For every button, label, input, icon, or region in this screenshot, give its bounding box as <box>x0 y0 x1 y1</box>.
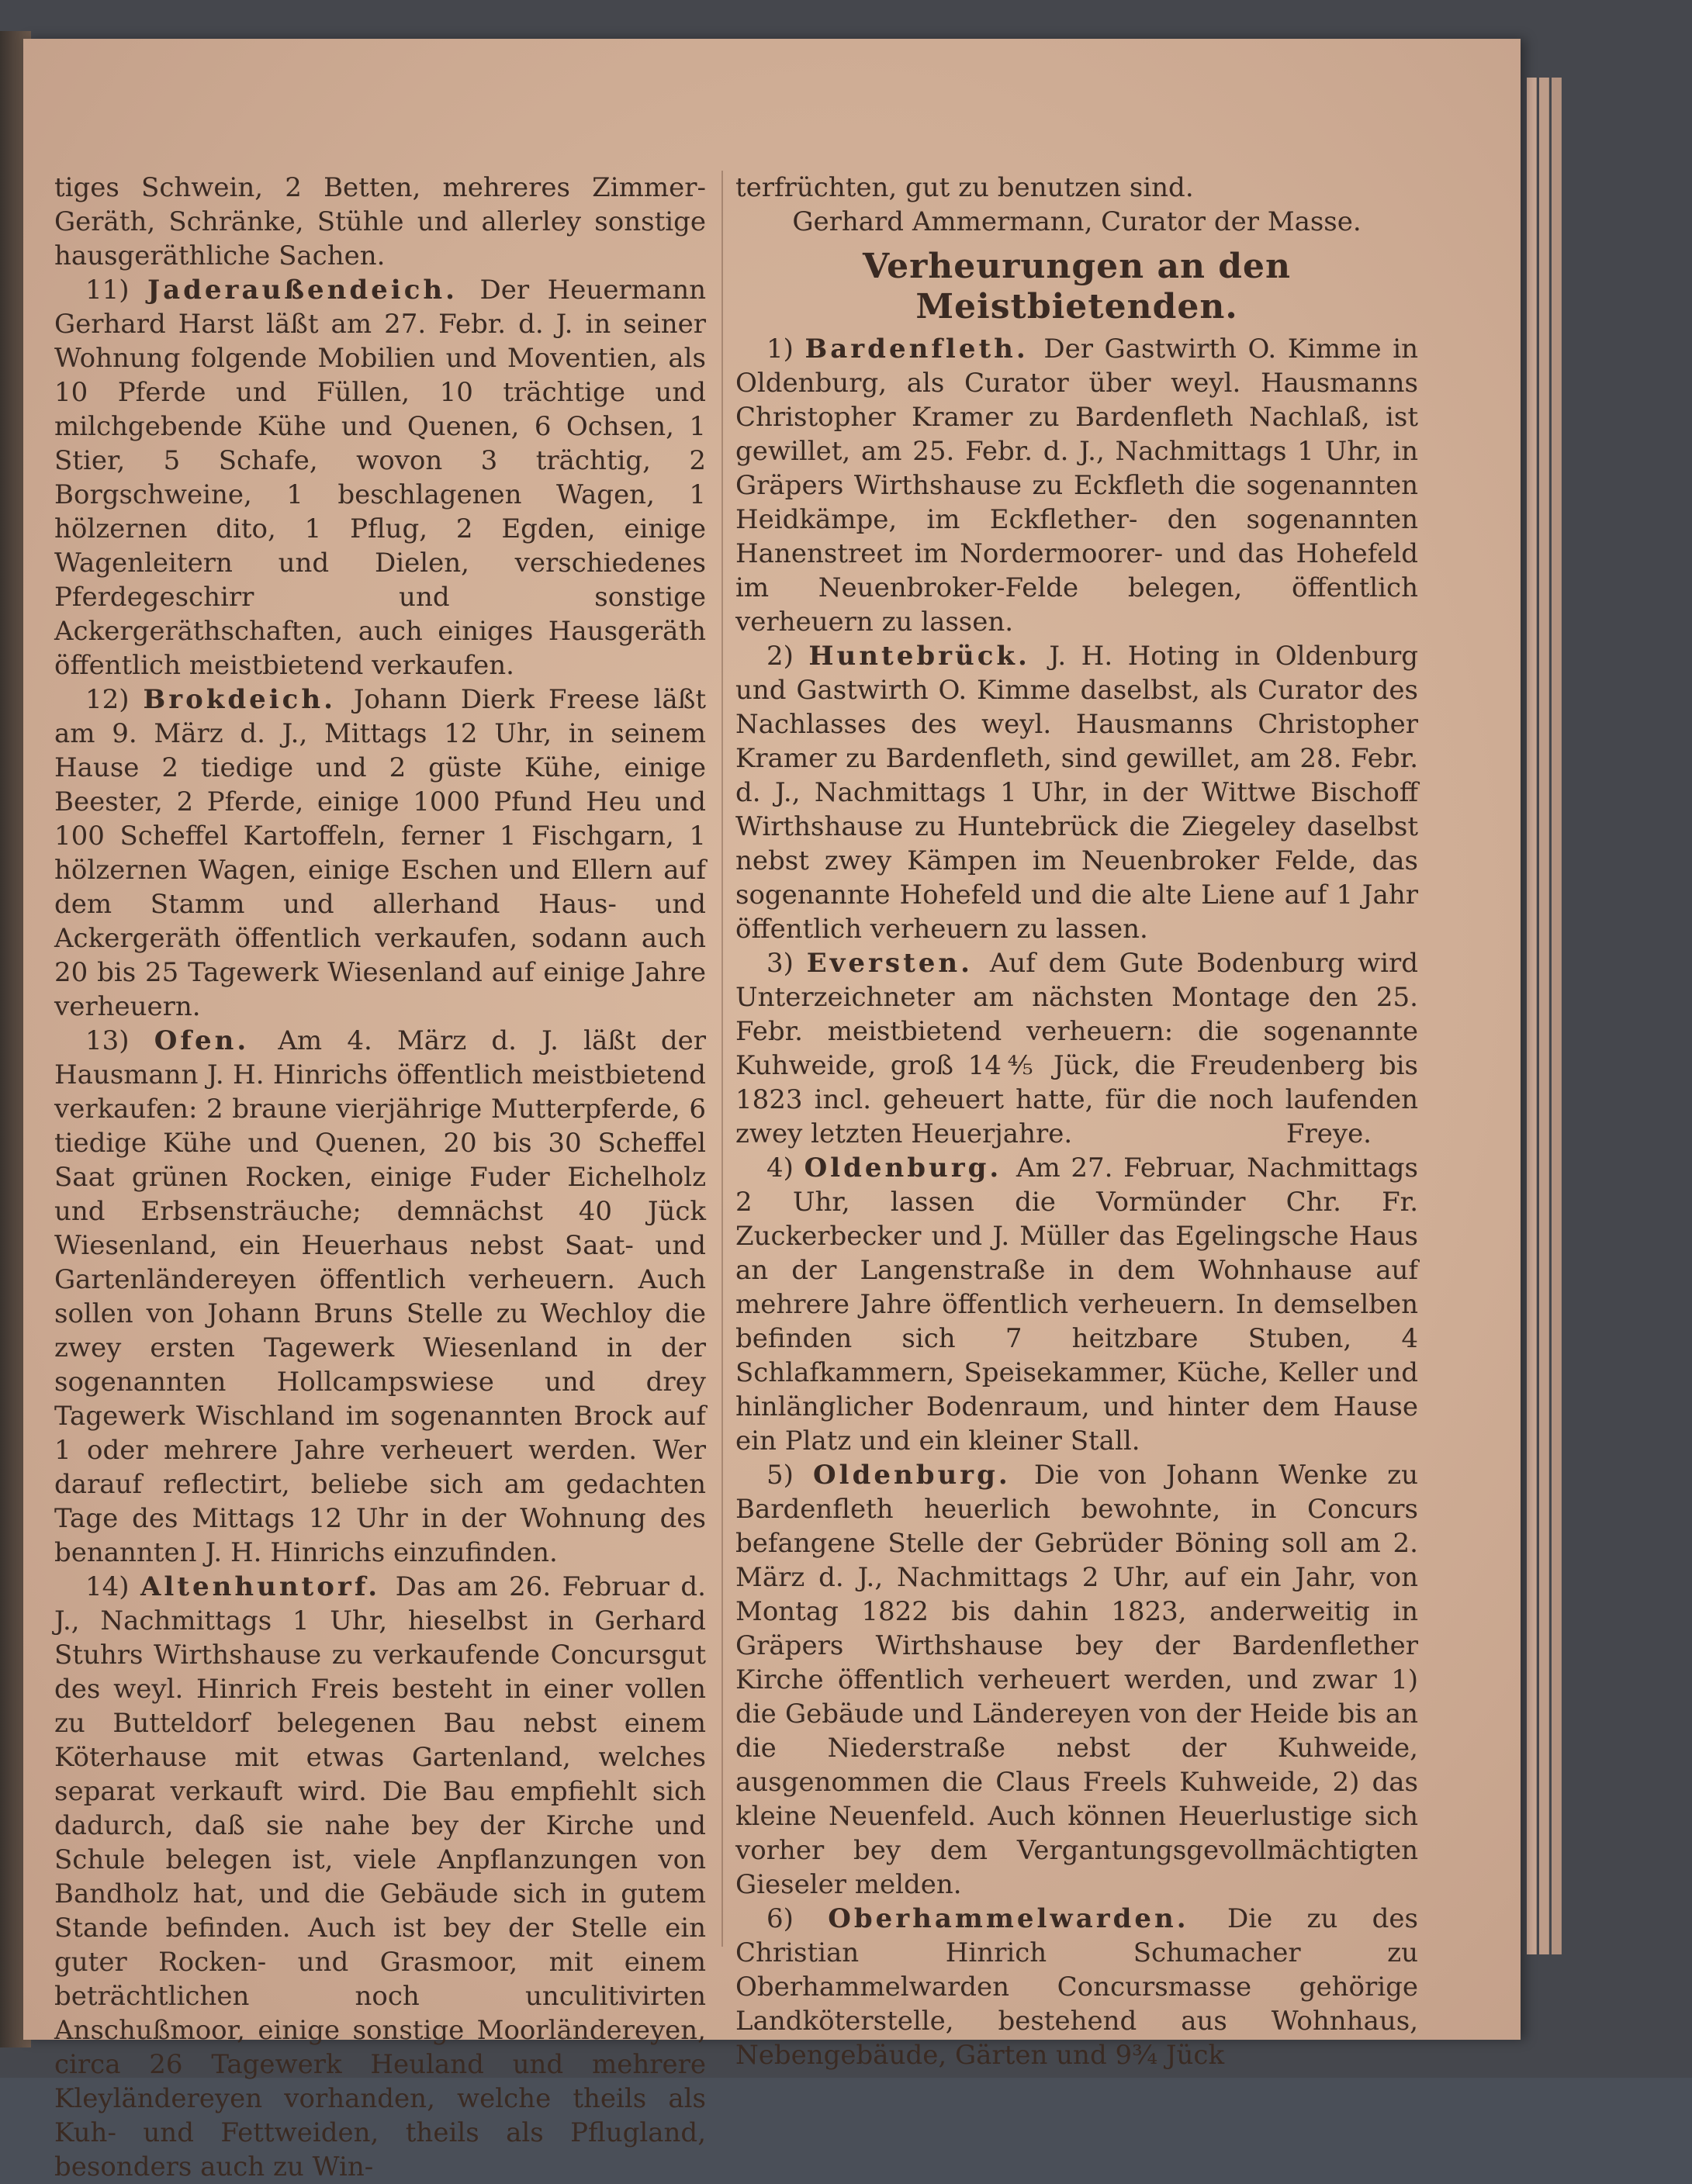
entry-text: Auf dem Gute Bodenburg wird Unterzeichneter am nächsten Montage den 25. Febr. meistbietend verheuern: die sogenannte Kuhweide, groß 14⅘ Jück, die Freudenberg bis 1823 incl. geheuert hatte, für die noch laufenden zwey letzten Heuerjahre. <box>735 948 1418 1149</box>
entry-number: 2) <box>766 641 809 672</box>
entry-place: Ofen. <box>154 1025 279 1056</box>
sale-entry <box>54 171 706 273</box>
entry-place: Oberhammelwarden. <box>828 1903 1227 1934</box>
right-column <box>735 171 1418 2072</box>
entry-number: 3) <box>766 948 807 979</box>
entry-text: Das am 26. Februar d. J., Nachmittags 1 Uhr, hieselbst in Gerhard Stuhrs Wirthshause zu verkaufende Concursgut des weyl. Hinrich Freis besteht in einer vollen zu Butteldorf belegenen Bau nebst einem Köterhause mit etwas Gartenland, welches separat verkauft wird. Die Bau empfiehlt sich dadurch, daß sie nahe bey der Kirche und Schule belegen ist, viele Anpflanzungen von Bandholz hat, und die Gebäude sich in gutem Stande befinden. Auch ist bey der Stelle ein guter Rocken- und Grasmoor, mit einem beträchtlichen noch unculitivirten Anschußmoor, einige sonstige Moorländereyen, circa 26 Tagewerk Heuland und mehrere Kleyländereyen vorhanden, welche theils als Kuh- und Fettweiden, theils als Pflugland, besonders auch zu Win- <box>54 1571 706 2182</box>
entry-place: Oldenburg. <box>813 1460 1034 1491</box>
signature: Gerhard Ammermann, Curator der Masse. <box>792 206 1362 237</box>
rental-entry <box>735 332 1418 639</box>
entry-place: Altenhuntorf. <box>140 1571 396 1602</box>
entry-number: 14) <box>85 1571 141 1602</box>
entry-text: Der Heuermann Gerhard Harst läßt am 27. Febr. d. J. in seiner Wohnung folgende Mobilien und Moventien, als 10 Pferde und Füllen, 10 trächtige und milchgebende Kühe und Quenen, 6 Ochsen, 1 Stier, 5 Schafe, wovon 3 trächtig, 2 Borgschweine, 1 beschlagenen Wagen, 1 hölzernen dito, 1 Pflug, 2 Egden, einige Wagenleitern und Dielen, verschiedenes Pferdegeschirr und sonstige Ackergeräthschaften, auch einiges Hausgeräth öffentlich meistbietend verkaufen. <box>54 275 706 681</box>
page-edge-2 <box>1539 78 1549 1954</box>
rental-entry <box>735 1151 1418 1458</box>
rental-entry <box>735 639 1418 946</box>
entry-place: Oldenburg. <box>804 1152 1016 1184</box>
entry-text: Johann Dierk Freese läßt am 9. März d. J., Mittags 12 Uhr, in seinem Hause 2 tiedige und 2 güste Kühe, einige Beester, 2 Pferde, einige 1000 Pfund Heu und 100 Scheffel Kartoffeln, ferner 1 Fischgarn, 1 hölzernen Wagen, einige Eschen und Ellern auf dem Stamm und allerhand Haus- und Ackergeräth öffentlich verkaufen, sodann auch 20 bis 25 Tagewerk Wiesenland auf einige Jahre verheuern. <box>54 684 706 1022</box>
entry-signoff: Freye. <box>1285 1118 1372 1149</box>
entry-place: Jaderaußendeich. <box>147 275 480 306</box>
rental-entry <box>735 946 1418 1151</box>
rental-entries <box>735 332 1418 2072</box>
newspaper-page <box>23 39 1521 2182</box>
rental-entry <box>735 1902 1418 2072</box>
sale-entry <box>54 1024 706 1570</box>
entry-number: 1) <box>766 333 805 365</box>
entry-place: Huntebrück. <box>808 641 1050 672</box>
rental-entry <box>735 1458 1418 1902</box>
page-edge-1 <box>1527 78 1537 1954</box>
entry-text: tiges Schwein, 2 Betten, mehreres Zimmer-Geräth, Schränke, Stühle und allerley sonstige hausgeräthliche Sachen. <box>54 172 706 271</box>
entry-text: J. H. Hoting in Oldenburg und Gastwirth O. Kimme daselbst, als Curator des Nachlasses des weyl. Hausmanns Christopher Kramer zu Bardenfleth, sind gewillet, am 28. Febr. d. J., Nachmittags 1 Uhr, in der Wittwe Bischoff Wirthshause zu Huntebrück die Ziegeley daselbst nebst zwey Kämpen im Neuenbroker Felde, das sogenannte Hohefeld und die alte Liene auf 1 Jahr öffentlich verheuern zu lassen. <box>735 641 1418 945</box>
right-opening: terfrüchten, gut zu benutzen sind. <box>735 172 1194 203</box>
entry-text: Die zu des Christian Hinrich Schumacher zu Oberhammelwarden Concursmasse gehörige Landköterstelle, bestehend aus Wohnhaus, Nebengebäude, Gärten und 9¾ Jück <box>735 1903 1418 2071</box>
entry-number: 12) <box>85 684 144 715</box>
entry-text: Die von Johann Wenke zu Bardenfleth heuerlich bewohnte, in Concurs befangene Stelle der Gebrüder Böning soll am 2. März d. J., Nachmittags 2 Uhr, auf ein Jahr, von Montag 1822 bis dahin 1823, anderweitig in Gräpers Wirthshause bey der Bardenflether Kirche öffentlich verheuert werden, und zwar 1) die Gebäude und Ländereyen von der Heide bis an die Niederstraße nebst der Kuhweide, ausgenommen die Claus Freels Kuhweide, 2) das kleine Neuenfeld. Auch können Heuerlustige sich vorher bey dem Vergantungsgevollmächtigten Gieseler melden. <box>735 1460 1418 1900</box>
entry-text: Am 27. Februar, Nachmittags 2 Uhr, lassen die Vormünder Chr. Fr. Zuckerbecker und J. Müller das Egelingsche Haus an der Langenstraße in dem Wohnhause auf mehrere Jahre öffentlich verheuern. In demselben befinden sich 7 heitzbare Stuben, 4 Schlafkammern, Speisekammer, Küche, Keller und hinlänglicher Bodenraum, und hinter dem Hause ein Platz und ein kleiner Stall. <box>735 1152 1418 1457</box>
entry-place: Eversten. <box>806 948 990 979</box>
entry-number: 5) <box>766 1460 814 1491</box>
sale-entry <box>54 273 706 682</box>
sale-entry <box>54 682 706 1024</box>
entry-number: 6) <box>766 1903 829 1934</box>
column-divider <box>721 171 723 1947</box>
entry-number: 4) <box>766 1152 804 1184</box>
entry-text: Am 4. März d. J. läßt der Hausmann J. H. Hinrichs öffentlich meistbietend verkaufen: 2 braune vierjährige Mutterpferde, 6 tiedige Kühe und Quenen, 20 bis 30 Scheffel Saat grünen Rocken, einige Fuder Eichelholz und Erbsensträuche; demnächst 40 Jück Wiesenland, ein Heuerhaus nebst Saat- und Gartenländereyen öffentlich verheuern. Auch sollen von Johann Bruns Stelle zu Wechloy die zwey ersten Tagewerk Wiesenland in der sogenannten Hollcampswiese und drey Tagewerk Wischland im sogenannten Brock auf 1 oder mehrere Jahre verheuert werden. Wer darauf reflectirt, beliebe sich am gedachten Tage des Mittags 12 Uhr in der Wohnung des benannten J. H. Hinrichs einzufinden. <box>54 1025 706 1568</box>
entry-text: Der Gastwirth O. Kimme in Oldenburg, als Curator über weyl. Hausmanns Christopher Kramer zu Bardenfleth Nachlaß, ist gewillet, am 25. Febr. d. J., Nachmittags 1 Uhr, in Gräpers Wirthshause zu Eckfleth die sogenannten Heidkämpe, im Eckflether- den sogenannten Hanenstreet im Nordermoorer- und das Hohefeld im Neuenbroker-Felde belegen, öffentlich verheuern zu lassen. <box>735 333 1418 638</box>
section-heading: Verheurungen an den Meistbietenden. <box>862 247 1292 327</box>
page-edge-3 <box>1552 78 1562 1954</box>
sale-entry <box>54 1570 706 2184</box>
entry-place: Bardenfleth. <box>804 333 1044 365</box>
left-column <box>54 171 706 2184</box>
entry-number: 13) <box>85 1025 154 1056</box>
entry-number: 11) <box>85 275 148 306</box>
entry-place: Brokdeich. <box>143 684 354 715</box>
